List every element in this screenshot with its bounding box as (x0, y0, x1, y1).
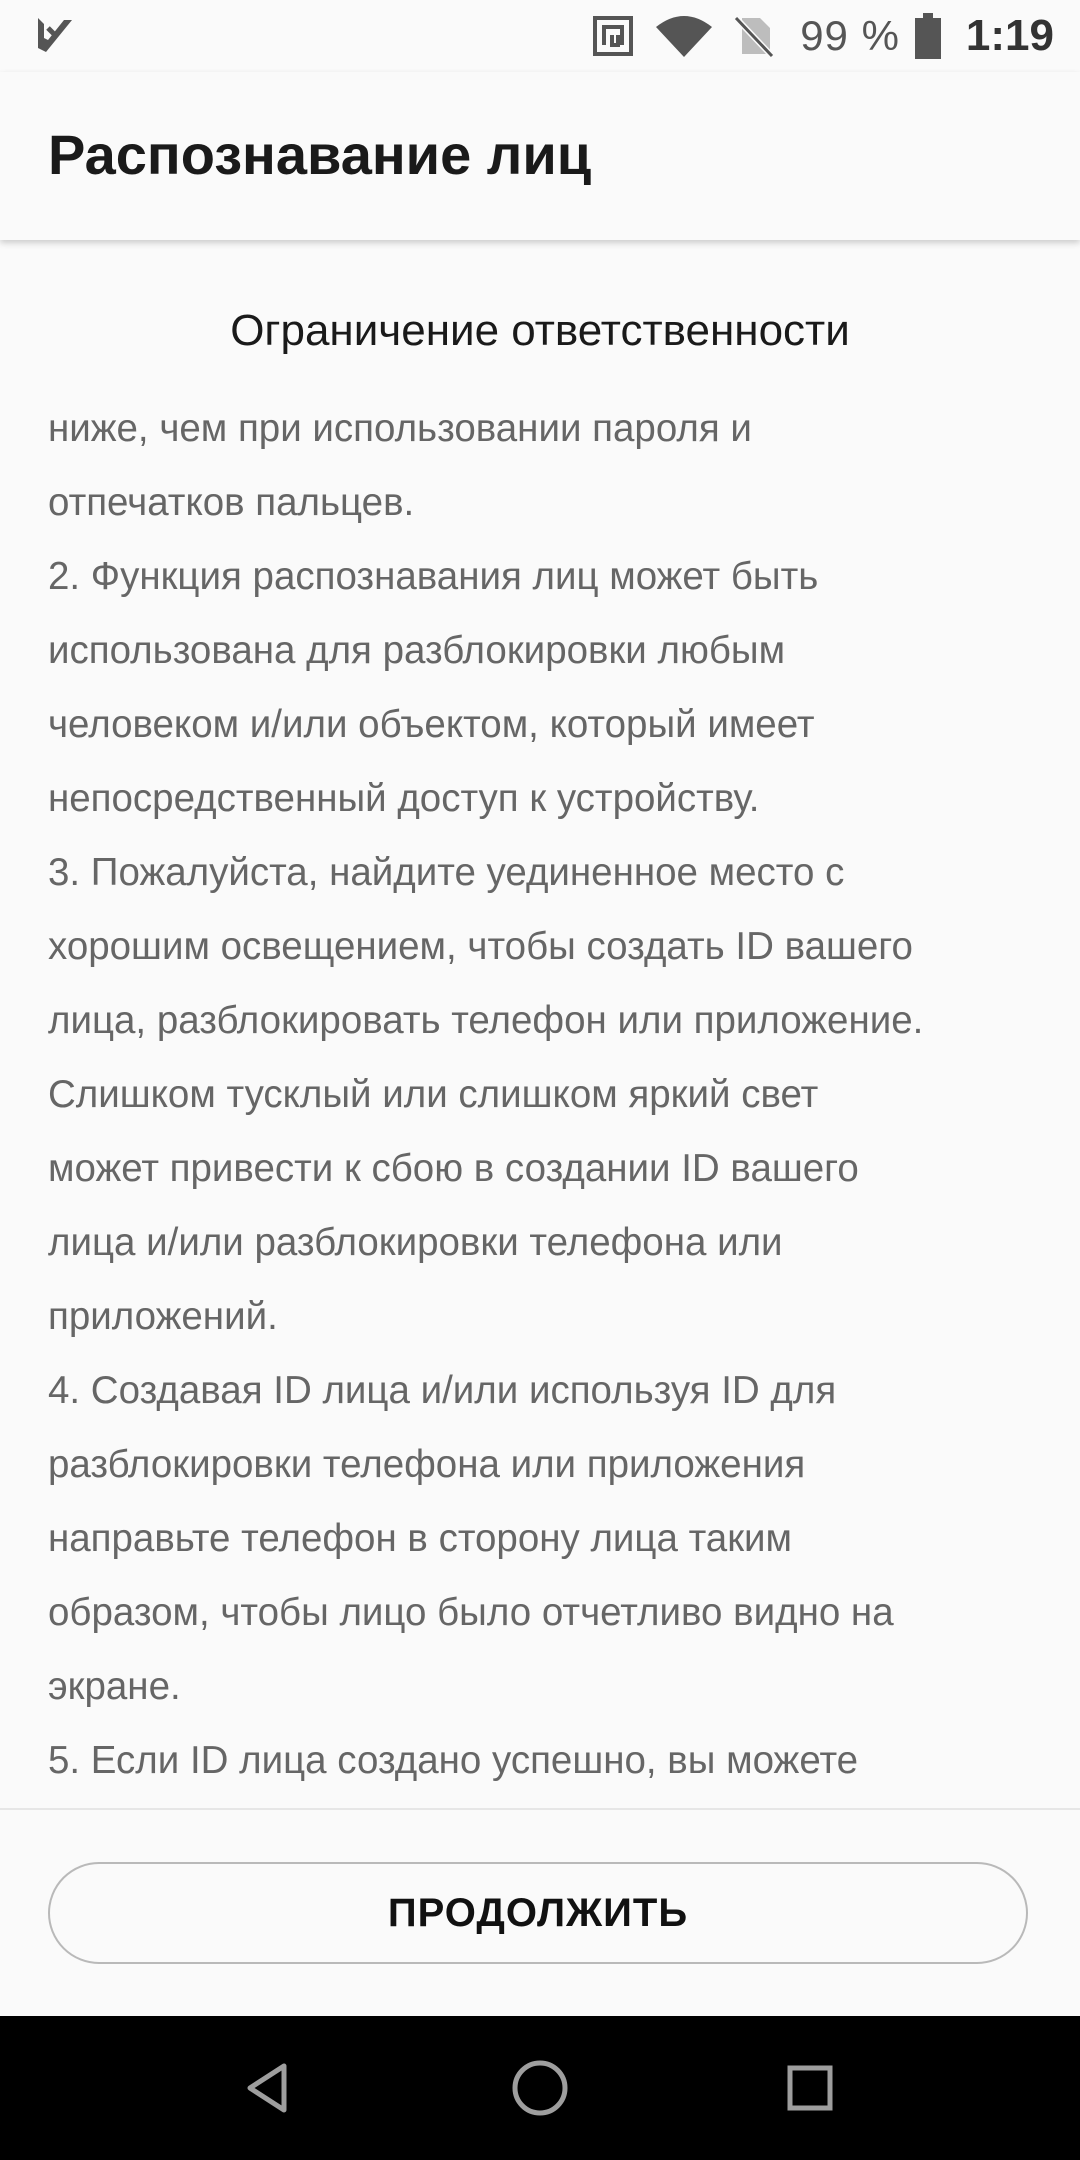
disclaimer-line: образом, чтобы лицо было отчетливо видно на (48, 1591, 894, 1634)
nfc-icon (592, 15, 634, 57)
disclaimer-line: хорошим освещением, чтобы создать ID вашего (48, 925, 913, 968)
navigation-bar (0, 2016, 1080, 2160)
disclaimer-line: отпечатков пальцев. (48, 481, 415, 524)
disclaimer-line: непосредственный доступ к устройству. (48, 777, 760, 820)
disclaimer-line: Слишком тусклый или слишком яркий свет (48, 1073, 819, 1116)
disclaimer-line: 5. Если ID лица создано успешно, вы можете (48, 1739, 859, 1782)
disclaimer-line: может привести к сбою в создании ID вашего (48, 1147, 859, 1190)
clock-time: 1:19 (965, 11, 1054, 60)
footer (0, 1808, 1080, 2018)
disclaimer-line: ниже, чем при использовании пароля и (48, 407, 752, 450)
home-icon[interactable] (504, 2052, 576, 2124)
check-notification-icon (34, 14, 76, 56)
wifi-icon (656, 15, 712, 57)
no-sim-icon (734, 14, 774, 58)
disclaimer-line: 2. Функция распознавания лиц может быть (48, 555, 819, 598)
disclaimer-scroll-area[interactable] (0, 240, 1080, 1808)
status-icons (570, 0, 1054, 72)
disclaimer-heading: Ограничение ответственности (230, 306, 850, 355)
disclaimer-line: лица, разблокировать телефон или приложение. (48, 999, 924, 1042)
status-bar (0, 0, 1080, 72)
recents-icon[interactable] (774, 2052, 846, 2124)
page-title: Распознавание лиц (48, 123, 592, 186)
disclaimer-line: лица и/или разблокировки телефона или (48, 1221, 783, 1264)
disclaimer-line: разблокировки телефона или приложения (48, 1443, 806, 1486)
battery-percent: 99 % (800, 12, 900, 59)
disclaimer-line: направьте телефон в сторону лица таким (48, 1517, 793, 1560)
disclaimer-line: использована для разблокировки любым (48, 629, 786, 672)
disclaimer-line: человеком и/или объектом, который имеет (48, 703, 815, 746)
disclaimer-line: приложений. (48, 1295, 278, 1338)
continue-button[interactable]: ПРОДОЛЖИТЬ (48, 1862, 1028, 1964)
disclaimer-line: 3. Пожалуйста, найдите уединенное место с (48, 851, 845, 894)
app-bar (0, 72, 1080, 240)
disclaimer-line: экране. (48, 1665, 181, 1708)
disclaimer-text (48, 392, 1048, 1798)
back-icon[interactable] (234, 2052, 306, 2124)
disclaimer-line: 4. Создавая ID лица и/или используя ID для (48, 1369, 837, 1412)
battery-icon (914, 13, 942, 59)
